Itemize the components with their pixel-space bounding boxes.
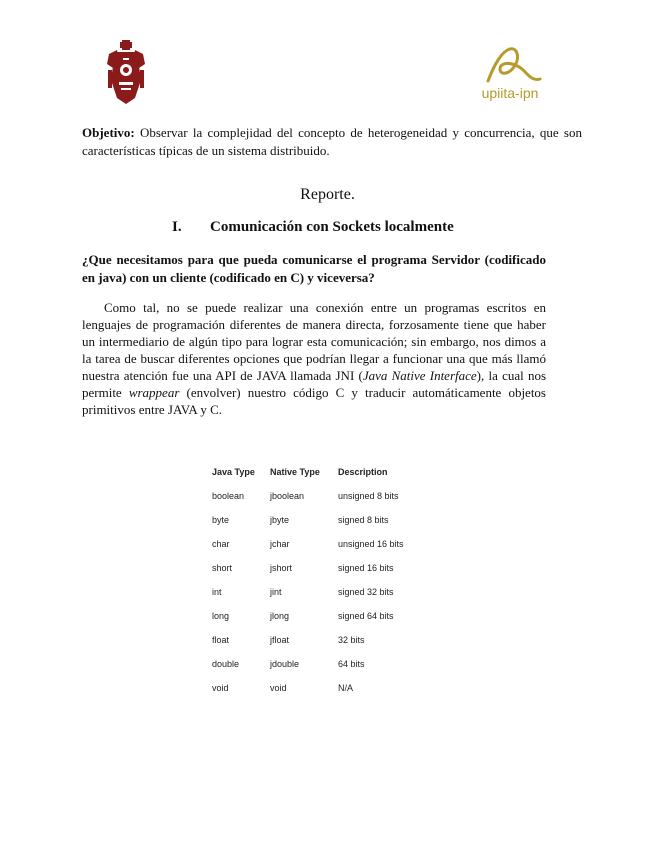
table-cell: jchar <box>270 539 290 549</box>
table-cell: short <box>212 563 233 573</box>
table-cell: jshort <box>270 563 293 573</box>
table-header-native-type: Native Type <box>270 467 320 477</box>
paragraph-italic-1: Java Native Interface <box>362 368 477 383</box>
ipn-logo-icon <box>105 40 147 106</box>
table-row <box>212 484 438 508</box>
table-cell: double <box>212 659 240 669</box>
table-cell: N/A <box>338 683 354 693</box>
table-row <box>212 508 438 532</box>
table-cell: byte <box>212 515 230 525</box>
objective-label: Objetivo: <box>82 125 135 140</box>
table-cell: long <box>212 611 230 621</box>
table-cell: void <box>212 683 229 693</box>
report-title: Reporte. <box>300 186 355 203</box>
objective-paragraph <box>82 124 582 160</box>
table-row <box>212 652 438 676</box>
table-header-row <box>212 460 438 484</box>
table-cell: signed 8 bits <box>338 515 389 525</box>
section-title: Comunicación con Sockets localmente <box>210 219 454 235</box>
table-row <box>212 532 438 556</box>
section-heading <box>172 219 454 236</box>
table-cell: signed 64 bits <box>338 611 394 621</box>
paragraph-part-1: Como tal, no se puede realizar una conexión entre un programas escritos en lenguajes de programación diferentes de manera directa, forzosamente tiene que haber un intermediario de algún tipo para lograr esta comunicación; sin embargo, nos dimos a la tarea de buscar diferentes opciones que podrían llegar a funcionar una que más llamó nuestra atención fue una API de JAVA llamada JNI ( <box>82 300 546 383</box>
table-cell: signed 16 bits <box>338 563 394 573</box>
table-row <box>212 676 438 700</box>
upiita-logo <box>470 45 550 107</box>
table-cell: 32 bits <box>338 635 365 645</box>
table-cell: jbyte <box>270 515 290 525</box>
table-header-description: Description <box>338 467 388 477</box>
objective-text: Observar la complejidad del concepto de heterogeneidad y concurrencia, que son características típicas de un sistema distribuido. <box>82 125 582 158</box>
upiita-logo-text: upiita-ipn <box>481 85 539 101</box>
table-cell: boolean <box>212 491 245 501</box>
table-cell: jlong <box>270 611 290 621</box>
paragraph-part-2: ), la cual nos permite <box>82 368 546 400</box>
paragraph-italic-2: wrappear <box>128 385 180 400</box>
table-row <box>212 580 438 604</box>
table-cell: signed 32 bits <box>338 587 394 597</box>
table-header-java-type: Java Type <box>212 467 255 477</box>
paragraph-part-3: (envolver) nuestro código C y traducir automáticamente objetos primitivos entre JAVA y C. <box>82 385 546 417</box>
body-paragraph <box>82 299 546 418</box>
jni-types-table <box>212 460 438 700</box>
table-cell: int <box>212 587 222 597</box>
table-cell: jint <box>270 587 282 597</box>
table-cell: jdouble <box>270 659 300 669</box>
upiita-swirl-icon <box>470 45 550 85</box>
table-cell: char <box>212 539 230 549</box>
table-cell: unsigned 16 bits <box>338 539 404 549</box>
table-cell: void <box>270 683 287 693</box>
table-row <box>212 556 438 580</box>
table-cell: jfloat <box>270 635 290 645</box>
table-cell: unsigned 8 bits <box>338 491 399 501</box>
table-row <box>212 604 438 628</box>
table-cell: float <box>212 635 230 645</box>
table-cell: 64 bits <box>338 659 365 669</box>
table-cell: jboolean <box>270 491 305 501</box>
table-row <box>212 628 438 652</box>
section-number: I. <box>172 219 182 235</box>
question-text: ¿Que necesitamos para que pueda comunicarse el programa Servidor (codificado en java) con un cliente (codificado en C) y viceversa? <box>82 252 546 285</box>
